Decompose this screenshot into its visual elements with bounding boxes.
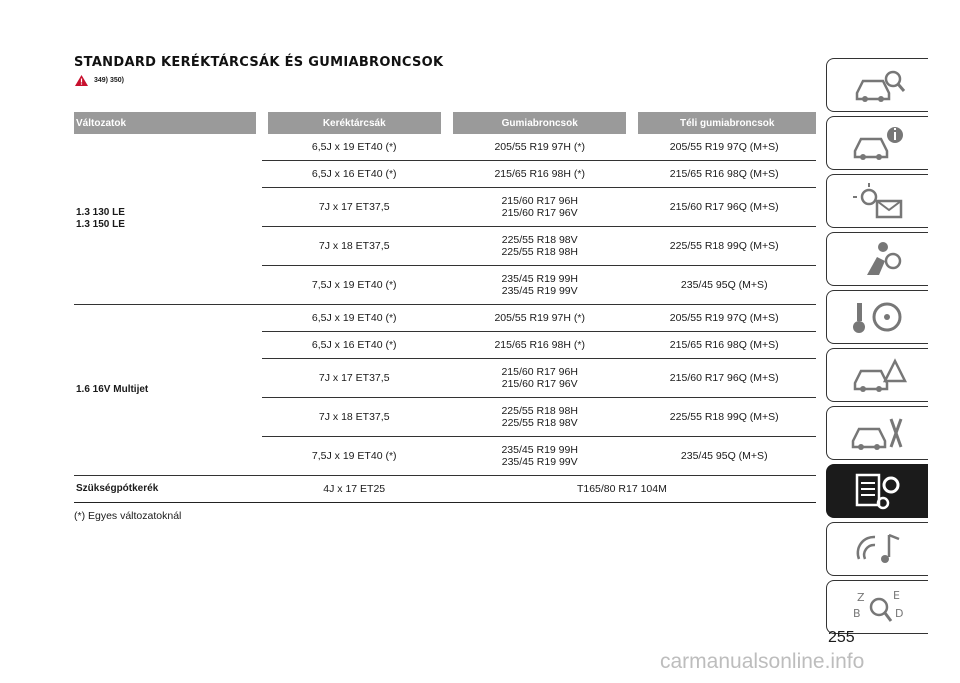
- spare-tyre-cell: T165/80 R17 104M: [447, 476, 816, 503]
- warning-refs: [75, 75, 124, 86]
- chapter-tab[interactable]: [826, 580, 928, 634]
- multimedia-icon: [849, 529, 907, 569]
- header-variants: Változatok: [74, 112, 262, 134]
- page-number: 255: [828, 629, 855, 646]
- winter-tyre-cell: 235/45 95Q (M+S): [632, 437, 816, 476]
- chapter-tab[interactable]: [826, 348, 928, 402]
- wheel-cell: 6,5J x 16 ET40 (*): [262, 332, 447, 359]
- tyre-cell: 205/55 R19 97H (*): [447, 305, 633, 332]
- wheel-cell: 7J x 17 ET37,5: [262, 188, 447, 227]
- winter-tyre-cell: 215/65 R16 98Q (M+S): [632, 332, 816, 359]
- tyre-cell: 235/45 R19 99H 235/45 R19 99V: [447, 437, 633, 476]
- alphabet-index-icon: [849, 587, 907, 627]
- tyre-cell: 225/55 R18 98V 225/55 R18 98H: [447, 227, 633, 266]
- page-title: STANDARD KERÉKTÁRCSÁK ÉS GUMIABRONCSOK: [74, 55, 444, 70]
- wheel-cell: 6,5J x 16 ET40 (*): [262, 161, 447, 188]
- key-steering-wheel-icon: [849, 297, 907, 337]
- svg-text:Z: Z: [856, 591, 865, 604]
- table-body: [74, 134, 816, 503]
- chapter-sidebar: [826, 58, 928, 638]
- svg-text:B: B: [852, 607, 861, 620]
- winter-tyre-cell: 235/45 95Q (M+S): [632, 266, 816, 305]
- chapter-tab[interactable]: [826, 290, 928, 344]
- wheel-cell: 6,5J x 19 ET40 (*): [262, 134, 447, 161]
- tyre-cell: 215/60 R17 96H 215/60 R17 96V: [447, 188, 633, 227]
- chapter-tab[interactable]: [826, 58, 928, 112]
- table-header-row: [74, 112, 816, 134]
- wheel-cell: 7J x 18 ET37,5: [262, 227, 447, 266]
- warning-refs-text: 349) 350): [94, 77, 124, 84]
- tyre-cell: 215/60 R17 96H 215/60 R17 96V: [447, 359, 633, 398]
- table-row: [74, 134, 816, 161]
- spare-wheel-row: [74, 476, 816, 503]
- chapter-tab[interactable]: [826, 522, 928, 576]
- airbag-person-icon: [849, 239, 907, 279]
- wheel-cell: 7,5J x 19 ET40 (*): [262, 266, 447, 305]
- wheel-cell: 7J x 18 ET37,5: [262, 398, 447, 437]
- wheel-cell: 7J x 17 ET37,5: [262, 359, 447, 398]
- spare-wheel-cell: 4J x 17 ET25: [262, 476, 447, 503]
- winter-tyre-cell: 215/60 R17 96Q (M+S): [632, 359, 816, 398]
- chapter-tab[interactable]: [826, 232, 928, 286]
- car-search-icon: [849, 65, 907, 105]
- winter-tyre-cell: 205/55 R19 97Q (M+S): [632, 134, 816, 161]
- header-winter-tyres: Téli gumiabroncsok: [632, 112, 816, 134]
- tyre-cell: 235/45 R19 99H 235/45 R19 99V: [447, 266, 633, 305]
- car-wrench-icon: [849, 413, 907, 453]
- svg-text:E: E: [892, 589, 900, 602]
- tyre-cell: 215/65 R16 98H (*): [447, 332, 633, 359]
- header-tyres: Gumiabroncsok: [447, 112, 633, 134]
- table-row: [74, 305, 816, 332]
- wheels-tyres-table: [74, 112, 816, 503]
- tyre-cell: 225/55 R18 98H 225/55 R18 98V: [447, 398, 633, 437]
- wheel-cell: 7,5J x 19 ET40 (*): [262, 437, 447, 476]
- winter-tyre-cell: 225/55 R18 99Q (M+S): [632, 398, 816, 437]
- variant-cell: 1.6 16V Multijet: [74, 305, 262, 476]
- chapter-tab[interactable]: [826, 116, 928, 170]
- warning-triangle-icon: [75, 75, 88, 86]
- car-breakdown-icon: [849, 355, 907, 395]
- winter-tyre-cell: 225/55 R18 99Q (M+S): [632, 227, 816, 266]
- chapter-tab[interactable]: [826, 174, 928, 228]
- watermark: carmanualsonline.info: [660, 650, 865, 673]
- winter-tyre-cell: 215/65 R16 98Q (M+S): [632, 161, 816, 188]
- tyre-cell: 205/55 R19 97H (*): [447, 134, 633, 161]
- warning-light-mail-icon: [849, 181, 907, 221]
- chapter-tab[interactable]: [826, 464, 928, 518]
- footnote: (*) Egyes változatoknál: [74, 510, 182, 522]
- header-wheels: Keréktárcsák: [262, 112, 447, 134]
- tyre-cell: 215/65 R16 98H (*): [447, 161, 633, 188]
- variant-cell: 1.3 130 LE 1.3 150 LE: [74, 134, 262, 305]
- winter-tyre-cell: 215/60 R17 96Q (M+S): [632, 188, 816, 227]
- spare-label: Szükségpótkerék: [74, 476, 262, 503]
- spec-sheet-gears-icon: [849, 471, 907, 511]
- car-info-icon: [849, 123, 907, 163]
- chapter-tab[interactable]: [826, 406, 928, 460]
- winter-tyre-cell: 205/55 R19 97Q (M+S): [632, 305, 816, 332]
- svg-text:D: D: [894, 607, 903, 620]
- wheel-cell: 6,5J x 19 ET40 (*): [262, 305, 447, 332]
